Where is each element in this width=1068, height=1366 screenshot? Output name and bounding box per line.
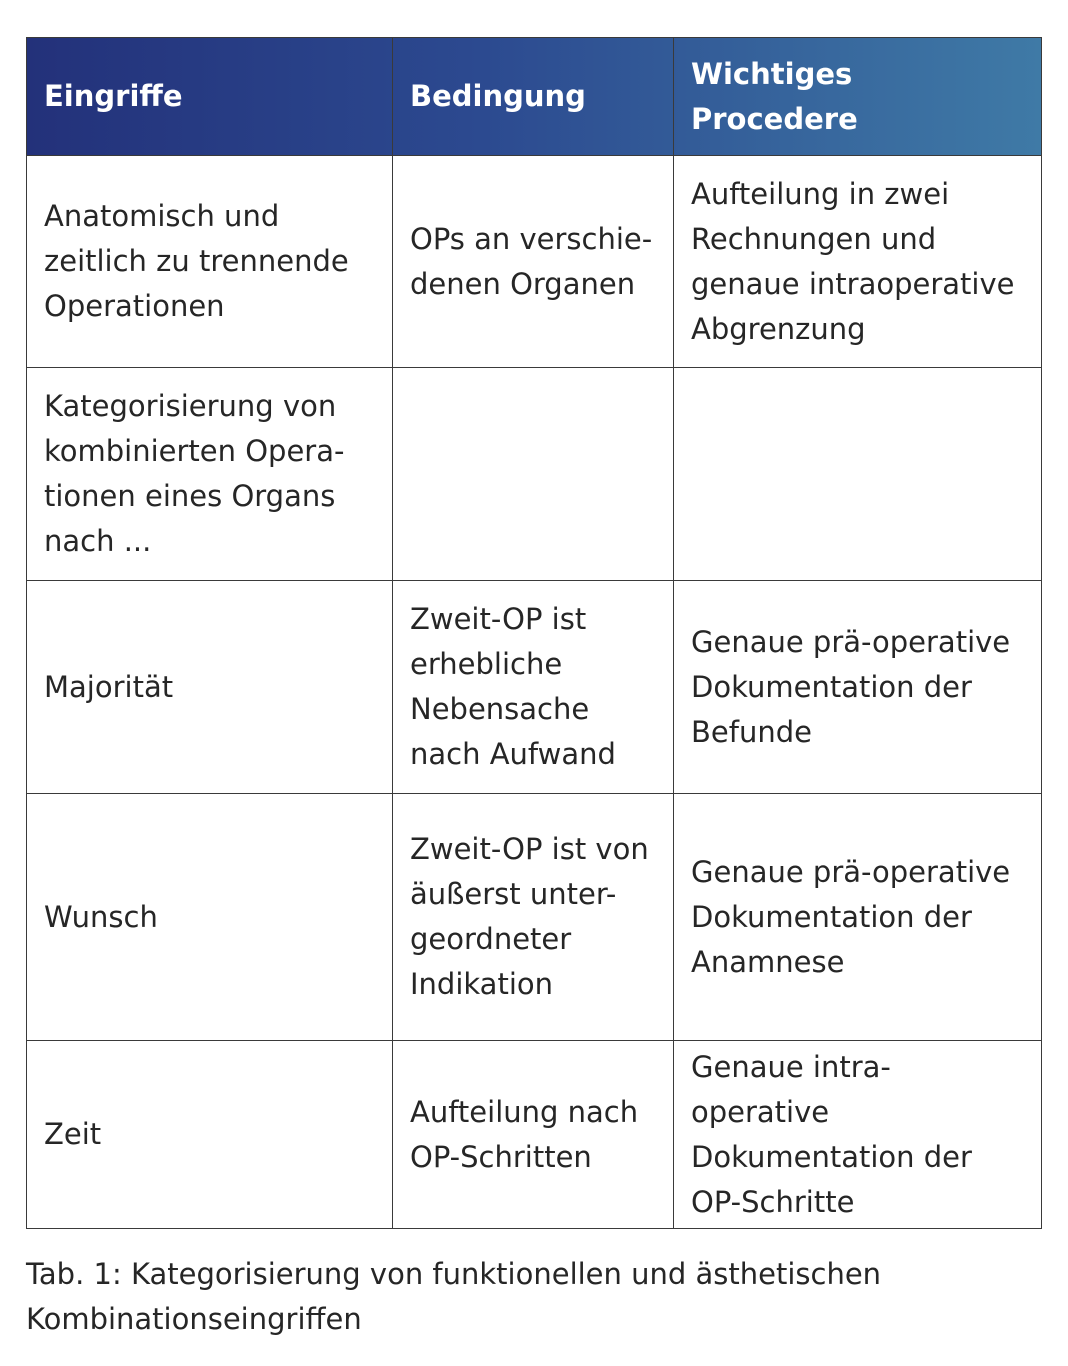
table-header — [27, 38, 1042, 156]
cell-eingriffe: Kategorisierung von kombinierten Opera- tionen eines Organs nach ... — [27, 368, 393, 581]
table-row — [27, 368, 1042, 581]
cell-procedere: Genaue prä-operative Dokumentation der Anamnese — [674, 794, 1042, 1041]
header-eingriffe: Eingriffe — [27, 38, 393, 156]
table-row — [27, 156, 1042, 368]
cell-bedingung: Zweit-OP ist erhebliche Nebensache nach Aufwand — [393, 581, 674, 794]
header-row — [27, 38, 1042, 156]
cell-bedingung: OPs an verschie- denen Organen — [393, 156, 674, 368]
table-body — [27, 156, 1042, 1229]
header-bedingung: Bedingung — [393, 38, 674, 156]
table-row — [27, 794, 1042, 1041]
table-row — [27, 581, 1042, 794]
cell-eingriffe: Zeit — [27, 1041, 393, 1229]
cell-bedingung: Zweit-OP ist von äußerst unter- geordneter Indikation — [393, 794, 674, 1041]
cell-bedingung — [393, 368, 674, 581]
cell-procedere: Aufteilung in zwei Rechnungen und genaue intraoperative Abgrenzung — [674, 156, 1042, 368]
cell-procedere — [674, 368, 1042, 581]
header-procedere: Wichtiges Procedere — [674, 38, 1042, 156]
cell-procedere: Genaue prä-operative Dokumentation der Befunde — [674, 581, 1042, 794]
table-row — [27, 1041, 1042, 1229]
cell-bedingung: Aufteilung nach OP-Schritten — [393, 1041, 674, 1229]
table-caption: Tab. 1: Kategorisierung von funktionellen und ästhetischen Kombinationseingriffen — [26, 1257, 882, 1336]
cell-eingriffe: Majorität — [27, 581, 393, 794]
table-container — [26, 37, 1041, 1229]
cell-eingriffe: Wunsch — [27, 794, 393, 1041]
cell-procedere: Genaue intra-operative Dokumentation der OP-Schritte — [674, 1041, 1042, 1229]
cell-eingriffe: Anatomisch und zeitlich zu trennende Operationen — [27, 156, 393, 368]
categorization-table — [26, 37, 1042, 1229]
